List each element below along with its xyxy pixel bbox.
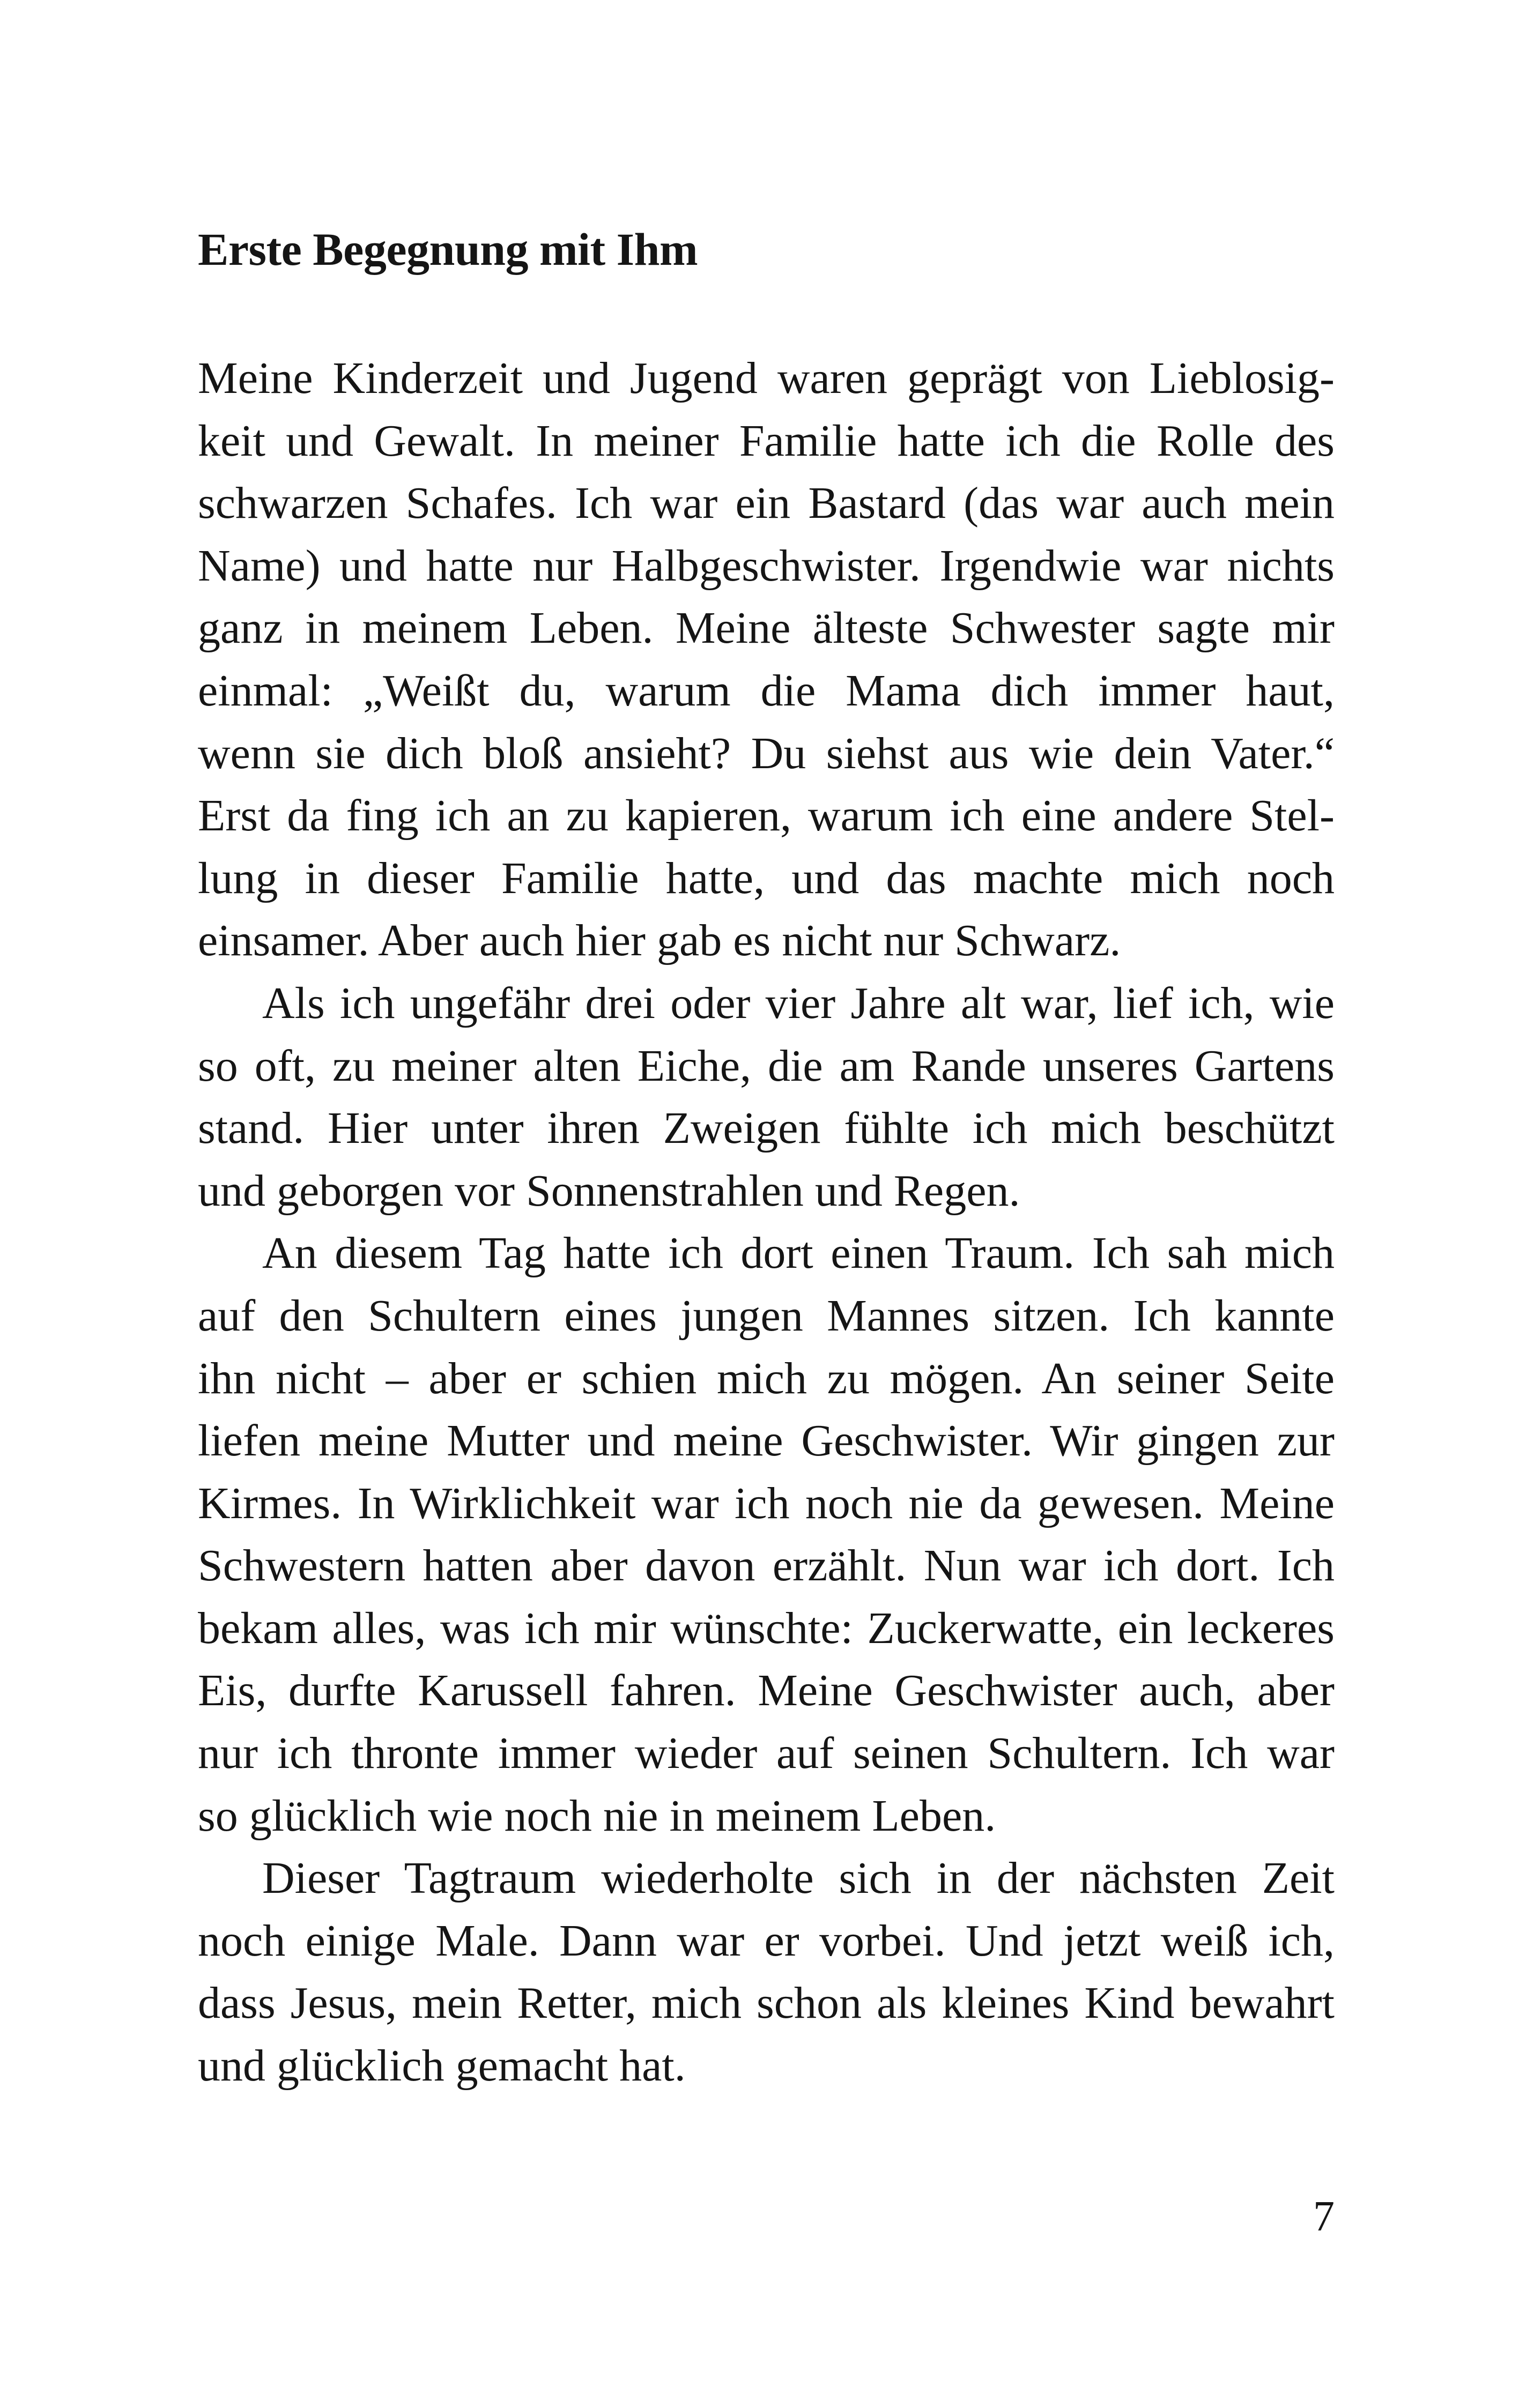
text-line: Erst da fing ich an zu kapieren, warum ich eine andere Stel- bbox=[198, 791, 1335, 841]
text-line: Dieser Tagtraum wiederholte sich in der nächsten Zeit bbox=[262, 1853, 1335, 1904]
text-line: und geborgen vor Sonnenstrahlen und Regen. bbox=[198, 1165, 1020, 1216]
text-line: Schwestern hatten aber davon erzählt. Nun war ich dort. Ich bbox=[198, 1541, 1335, 1591]
chapter-heading: Erste Begegnung mit Ihm bbox=[198, 224, 698, 275]
text-line: Kirmes. In Wirklichkeit war ich noch nie da gewesen. Meine bbox=[198, 1478, 1335, 1528]
text-line: wenn sie dich bloß ansieht? Du siehst aus wie dein Vater.“ bbox=[198, 728, 1335, 778]
text-line: dass Jesus, mein Retter, mich schon als kleines Kind bewahrt bbox=[198, 1978, 1335, 2028]
text-line: ganz in meinem Leben. Meine älteste Schwester sagte mir bbox=[198, 603, 1335, 653]
text-line: bekam alles, was ich mir wünschte: Zuckerwatte, ein leckeres bbox=[198, 1603, 1335, 1653]
text-line: lung in dieser Familie hatte, und das machte mich noch bbox=[198, 853, 1335, 903]
body-text bbox=[198, 347, 1335, 2098]
text-line: ihn nicht – aber er schien mich zu mögen. An seiner Seite bbox=[198, 1353, 1335, 1403]
text-line: so oft, zu meiner alten Eiche, die am Rande unseres Gartens bbox=[198, 1041, 1335, 1091]
text-line: auf den Schultern eines jungen Mannes sitzen. Ich kannte bbox=[198, 1290, 1335, 1341]
text-line: und glücklich gemacht hat. bbox=[198, 2041, 686, 2091]
text-line: schwarzen Schafes. Ich war ein Bastard (das war auch mein bbox=[198, 478, 1335, 529]
text-line: einmal: „Weißt du, warum die Mama dich immer haut, bbox=[198, 665, 1335, 716]
text-line: An diesem Tag hatte ich dort einen Traum. Ich sah mich bbox=[262, 1228, 1335, 1279]
text-line: einsamer. Aber auch hier gab es nicht nur Schwarz. bbox=[198, 916, 1121, 966]
page-number: 7 bbox=[1313, 2193, 1335, 2240]
text-line: Eis, durfte Karussell fahren. Meine Geschwister auch, aber bbox=[198, 1666, 1335, 1716]
text-line: Meine Kinderzeit und Jugend waren geprägt von Lieblosig- bbox=[198, 353, 1335, 403]
text-line: noch einige Male. Dann war er vorbei. Und jetzt weiß ich, bbox=[198, 1915, 1335, 1966]
text-line: Name) und hatte nur Halbgeschwister. Irgendwie war nichts bbox=[198, 540, 1335, 591]
text-line: so glücklich wie noch nie in meinem Leben. bbox=[198, 1790, 996, 1841]
text-line: nur ich thronte immer wieder auf seinen Schultern. Ich war bbox=[198, 1728, 1335, 1779]
text-line: liefen meine Mutter und meine Geschwister. Wir gingen zur bbox=[198, 1416, 1335, 1466]
text-line: stand. Hier unter ihren Zweigen fühlte ich mich beschützt bbox=[198, 1103, 1335, 1154]
text-line: keit und Gewalt. In meiner Familie hatte ich die Rolle des bbox=[198, 415, 1335, 466]
text-line: Als ich ungefähr drei oder vier Jahre alt war, lief ich, wie bbox=[262, 978, 1335, 1028]
